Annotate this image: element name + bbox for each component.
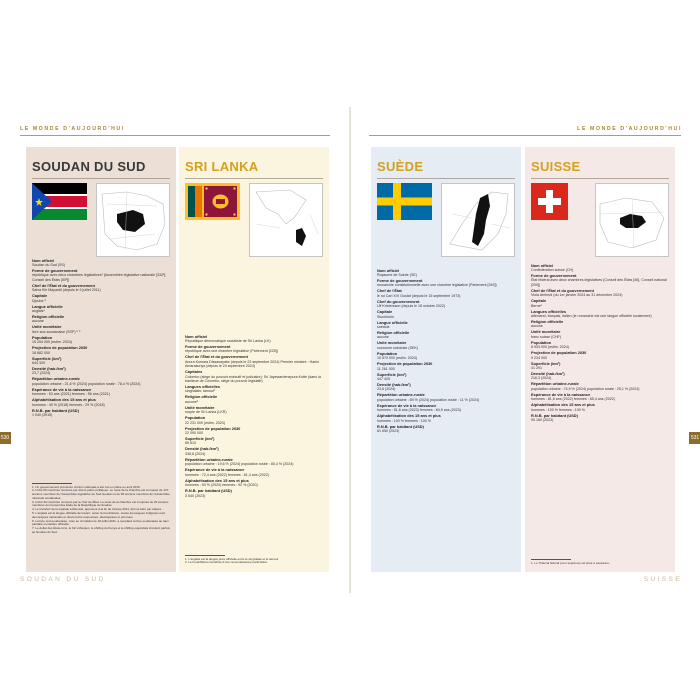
page-number-right: 531: [689, 432, 700, 444]
facts-list: Nom officiel Confédération suisse (CH) Forme de gouvernement État fédéral avec deux chambres législatives (Conseil des États [46], Conseil national [200]) Chef de l'État et du gouvernement Viola Amherd (du 1er janvier 2024 au 31 décembre 2024) Capitale Berne¹ Langues officielles allemand, français, italien (le romanche est une langue officielle localement) Religion officielle aucune Unité monétaire franc suisse (CHF) Population 8 933 000 (estim. 2024) Projection de population 2030 9 234 000 Superficie (km²) 41 291 Densité (hab./km²) 216,3 (2024) Répartition urbaine-rurale population urbaine : 74,9 % (2024) population rurale : 25,1 % (2024) Espérance de vie à la naissance hommes : 81,6 ans (2022) femmes : 85,4 ans (2022) Alphabétisation des 15 ans et plus hommes : 100 % femmes : 100 % R.N.B. par habitant (USD) 95 160 (2023): [531, 262, 667, 423]
title-rule: [32, 178, 170, 179]
book-spread: [0, 107, 700, 593]
footnotes: 1. Un gouvernement provisoire d'union nationale a été mis en place en avril 2016. 2. Inclut 66 membres nommés par divers partis politiques. Le reste de la chambre est composé de 170 anciens membres de l'Assemblée législative du Sud-Soudan et de 96 anciens membres de l'Assemblée nationale soudanaise. 3. Inclut 30 membres nommés par le chef de l'État. Le reste de la chambre est composé de 20 anciens membres du Conseil des États de la République du Soudan. 4. Le transfert de la capitale à Ramciel, approuvé à la fin de l'année 2011, doit se faire par étapes. 5. L'anglais est la langue officielle de travail ; selon la Constitution, toutes les langues indigènes sont des langues nationales et doivent être respectées, développées et promues. 6. La livre sud-soudanaise, mise en circulation le 18 juillet 2011, a remplacé la livre soudanaise au taux paritaire monétaire officielle. 7. Le dollar des États-Unis, le birr éthiopien, le shilling du Kenya et le shilling ougandais circulent parfois au Soudan du Sud.: [32, 484, 170, 535]
facts-list: Nom officiel République démocratique socialiste de Sri Lanka (LK) Forme de gouvernement république avec une chambre législative (Parlement [225]) Chef de l'État et du gouvernement Anura Kumara Dissanayake (depuis le 23 septembre 2024) Premier ministre : Harini Amarasuriya (depuis le 24 septembre 2024) Capitales Colombo (siège du pouvoir exécutif et judiciaire); Sri Jayewardenepura Kotte (dans la banlieue de Colombo, siège du pouvoir législatif) Langues officielles singhalais; tamoul¹ Religion officielle aucune² Unité monétaire roupie de Sri Lanka (LKR) Population 22 231 000 (estim. 2024) Projection de population 2030 22 090 000 Superficie (km²) 65 610 Densité (hab./km²) 338,8 (2024) Répartition urbaine-rurale population urbaine : 19,6 % (2024) population rurale : 80,4 % (2024) Espérance de vie à la naissance hommes : 72,4 ans (2022) femmes : 81,4 ans (2022) Alphabétisation des 15 ans et plus hommes : 93 % (2020) femmes : 92 % (2020) R.N.B. par habitant (USD) 3 540 (2023): [185, 333, 321, 498]
running-head-right: LE MONDE D'AUJOURD'HUI: [577, 126, 682, 132]
title-rule: [185, 178, 323, 179]
page-number-left: 530: [0, 432, 11, 444]
right-page: [351, 107, 700, 593]
country-card-suede: [371, 147, 521, 572]
left-page: [0, 107, 349, 593]
header-rule: [369, 135, 681, 136]
location-map: [441, 183, 515, 257]
location-map: [595, 183, 669, 257]
footnotes: 1. Le Tribunal fédéral (cour suprême) est situé à Lausanne.: [531, 560, 610, 565]
location-map: [249, 183, 323, 257]
country-title: SUISSE: [531, 159, 581, 174]
title-rule: [377, 178, 515, 179]
country-card-suisse: [525, 147, 675, 572]
switzerland-flag-icon: [531, 183, 568, 220]
facts-list: Nom officiel Royaume de Suède (SE) Forme de gouvernement monarchie constitutionnelle avec une chambre législative (Parlement [349]) Chef de l'État le roi Carl XVI Gustaf (depuis le 15 septembre 1973) Chef du gouvernement Ulf Kristersson (depuis le 18 octobre 2022) Capitale Stockholm Langue officielle suédois Religion officielle aucune Unité monétaire couronne suédoise (SEK) Population 10 570 000 (estim. 2024) Projection de population 2030 11 261 000 Superficie (km²) 447 425 Densité (hab./km²) 23,6 (2024) Répartition urbaine-rurale population urbaine : 89 % (2024) population rurale : 11 % (2024) Espérance de vie à la naissance hommes : 81,6 ans (2023) femmes : 84,9 ans (2023) Alphabétisation des 15 ans et plus hommes : 100 % femmes : 100 % R.N.B. par habitant (USD) 61 650 (2023): [377, 267, 497, 434]
sri-lanka-flag-icon: [185, 183, 240, 220]
running-head-left: LE MONDE D'AUJOURD'HUI: [20, 126, 125, 132]
sweden-flag-icon: [377, 183, 432, 220]
footer-left: SOUDAN DU SUD: [20, 576, 106, 583]
country-title: SUÈDE: [377, 159, 424, 174]
south-sudan-flag-icon: [32, 183, 87, 220]
country-title: SOUDAN DU SUD: [32, 159, 146, 174]
footer-right: SUISSE: [643, 576, 682, 583]
country-card-soudan: [26, 147, 176, 572]
header-rule: [20, 135, 330, 136]
footnotes: 1. L'anglais est la langue pivot officielle entre le singhalais et le tamoul. 2. Le bouddhisme bénéficie d'une reconnaissance particulière.: [185, 556, 279, 565]
country-title: SRI LANKA: [185, 159, 259, 174]
country-card-srilanka: [179, 147, 329, 572]
facts-list: Nom officiel Soudan du Sud (SS) Forme de gouvernement république avec deux chambres législatives¹ (Assemblée législative nationale [332²]; Conseil des États [50²]) Chef de l'État et du gouvernement Salva Kiir Mayardit (depuis le 9 juillet 2011) Capitale Djouba ³ Langue officielle anglais⁴ Religion officielle aucune Unité monétaire livre sud-soudanaise (SSP) ⁵ ⁶ Population 15 254 000 (estim. 2024) Projection de population 2030 18 682 000 Superficie (km²) 644 329 Densité (hab./km²) 23,7 (2024) Répartition urbaine-rurale population urbaine : 21,6 % (2024) population rurale : 78,4 % (2024) Espérance de vie à la naissance hommes : 53 ans (2021) femmes : 56 ans (2021) Alphabétisation des 15 ans et plus hommes : 40 % (2018) femmes : 29 % (2018) R.N.B. par habitant (USD) 1 040 (2015): [32, 257, 167, 418]
location-map: [96, 183, 170, 257]
title-rule: [531, 178, 669, 179]
